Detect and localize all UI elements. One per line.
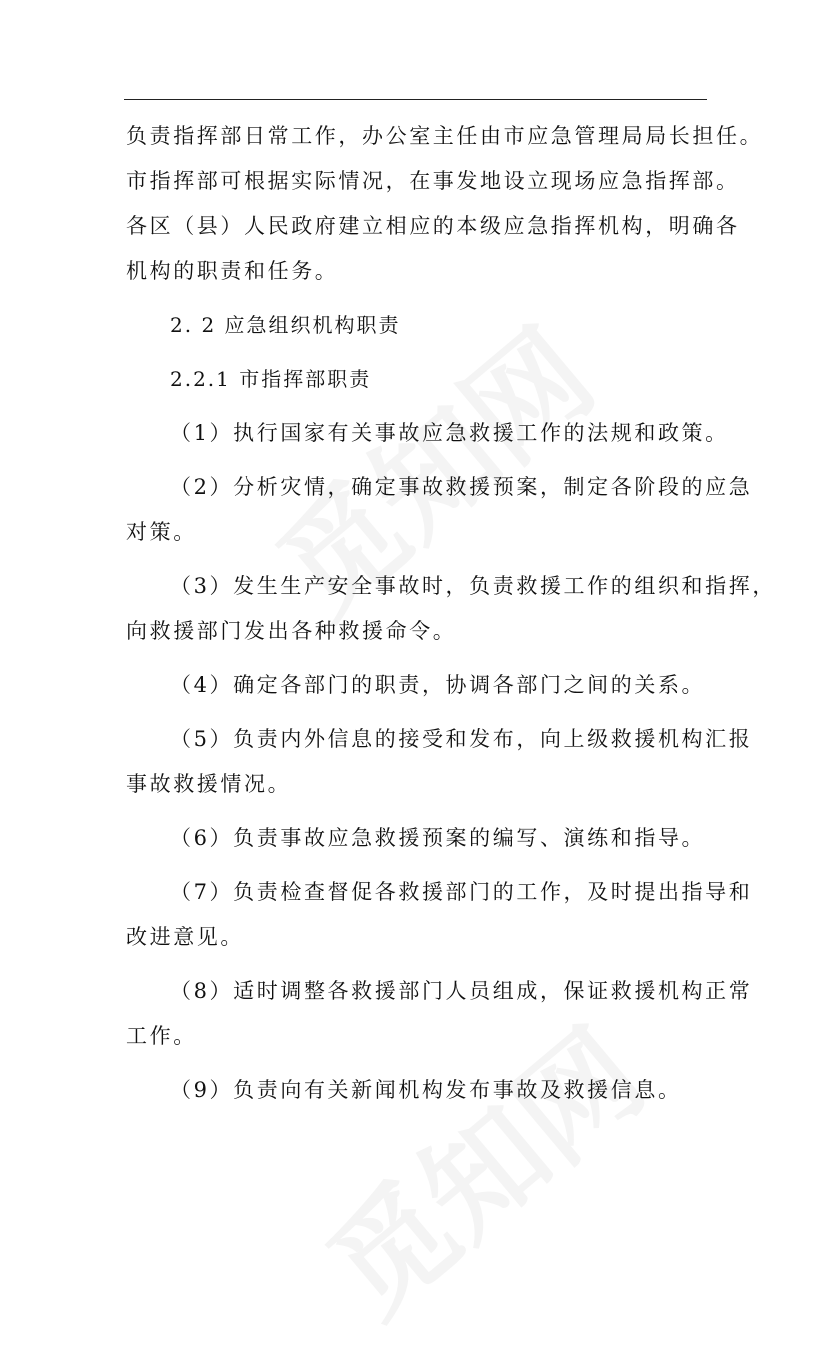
section-heading: 2. 2 应急组织机构职责 (170, 313, 401, 337)
list-item: （9）负责向有关新闻机构发布事故及救援信息。 (170, 1078, 682, 1102)
paragraph-line: 负责指挥部日常工作，办公室主任由市应急管理局局长担任。 (126, 124, 764, 148)
list-item: （8）适时调整各救援部门人员组成，保证救援机构正常 (170, 979, 753, 1003)
list-item: （3）发生生产安全事故时，负责救援工作的组织和指挥， (170, 574, 776, 598)
paragraph-line: 市指挥部可根据实际情况，在事发地设立现场应急指挥部。 (126, 169, 740, 193)
list-item-continuation: 改进意见。 (126, 925, 244, 949)
list-item: （2）分析灾情，确定事故救援预案，制定各阶段的应急 (170, 475, 753, 499)
list-item-continuation: 对策。 (126, 520, 197, 544)
paragraph-line: 机构的职责和任务。 (126, 259, 339, 283)
header-rule (124, 99, 707, 100)
list-item: （6）负责事故应急救援预案的编写、演练和指导。 (170, 826, 706, 850)
list-item: （1）执行国家有关事故应急救援工作的法规和政策。 (170, 421, 729, 445)
list-item-continuation: 向救援部门发出各种救援命令。 (126, 619, 457, 643)
list-item-continuation: 工作。 (126, 1024, 197, 1048)
subsection-heading: 2.2.1 市指挥部职责 (170, 367, 372, 391)
document-body (126, 114, 776, 1113)
list-item: （4）确定各部门的职责，协调各部门之间的关系。 (170, 673, 706, 697)
paragraph-line: 各区（县）人民政府建立相应的本级应急指挥机构，明确各 (126, 214, 740, 238)
list-item: （7）负责检查督促各救援部门的工作，及时提出指导和 (170, 880, 753, 904)
list-item-continuation: 事故救援情况。 (126, 772, 292, 796)
list-item: （5）负责内外信息的接受和发布，向上级救援机构汇报 (170, 727, 753, 751)
